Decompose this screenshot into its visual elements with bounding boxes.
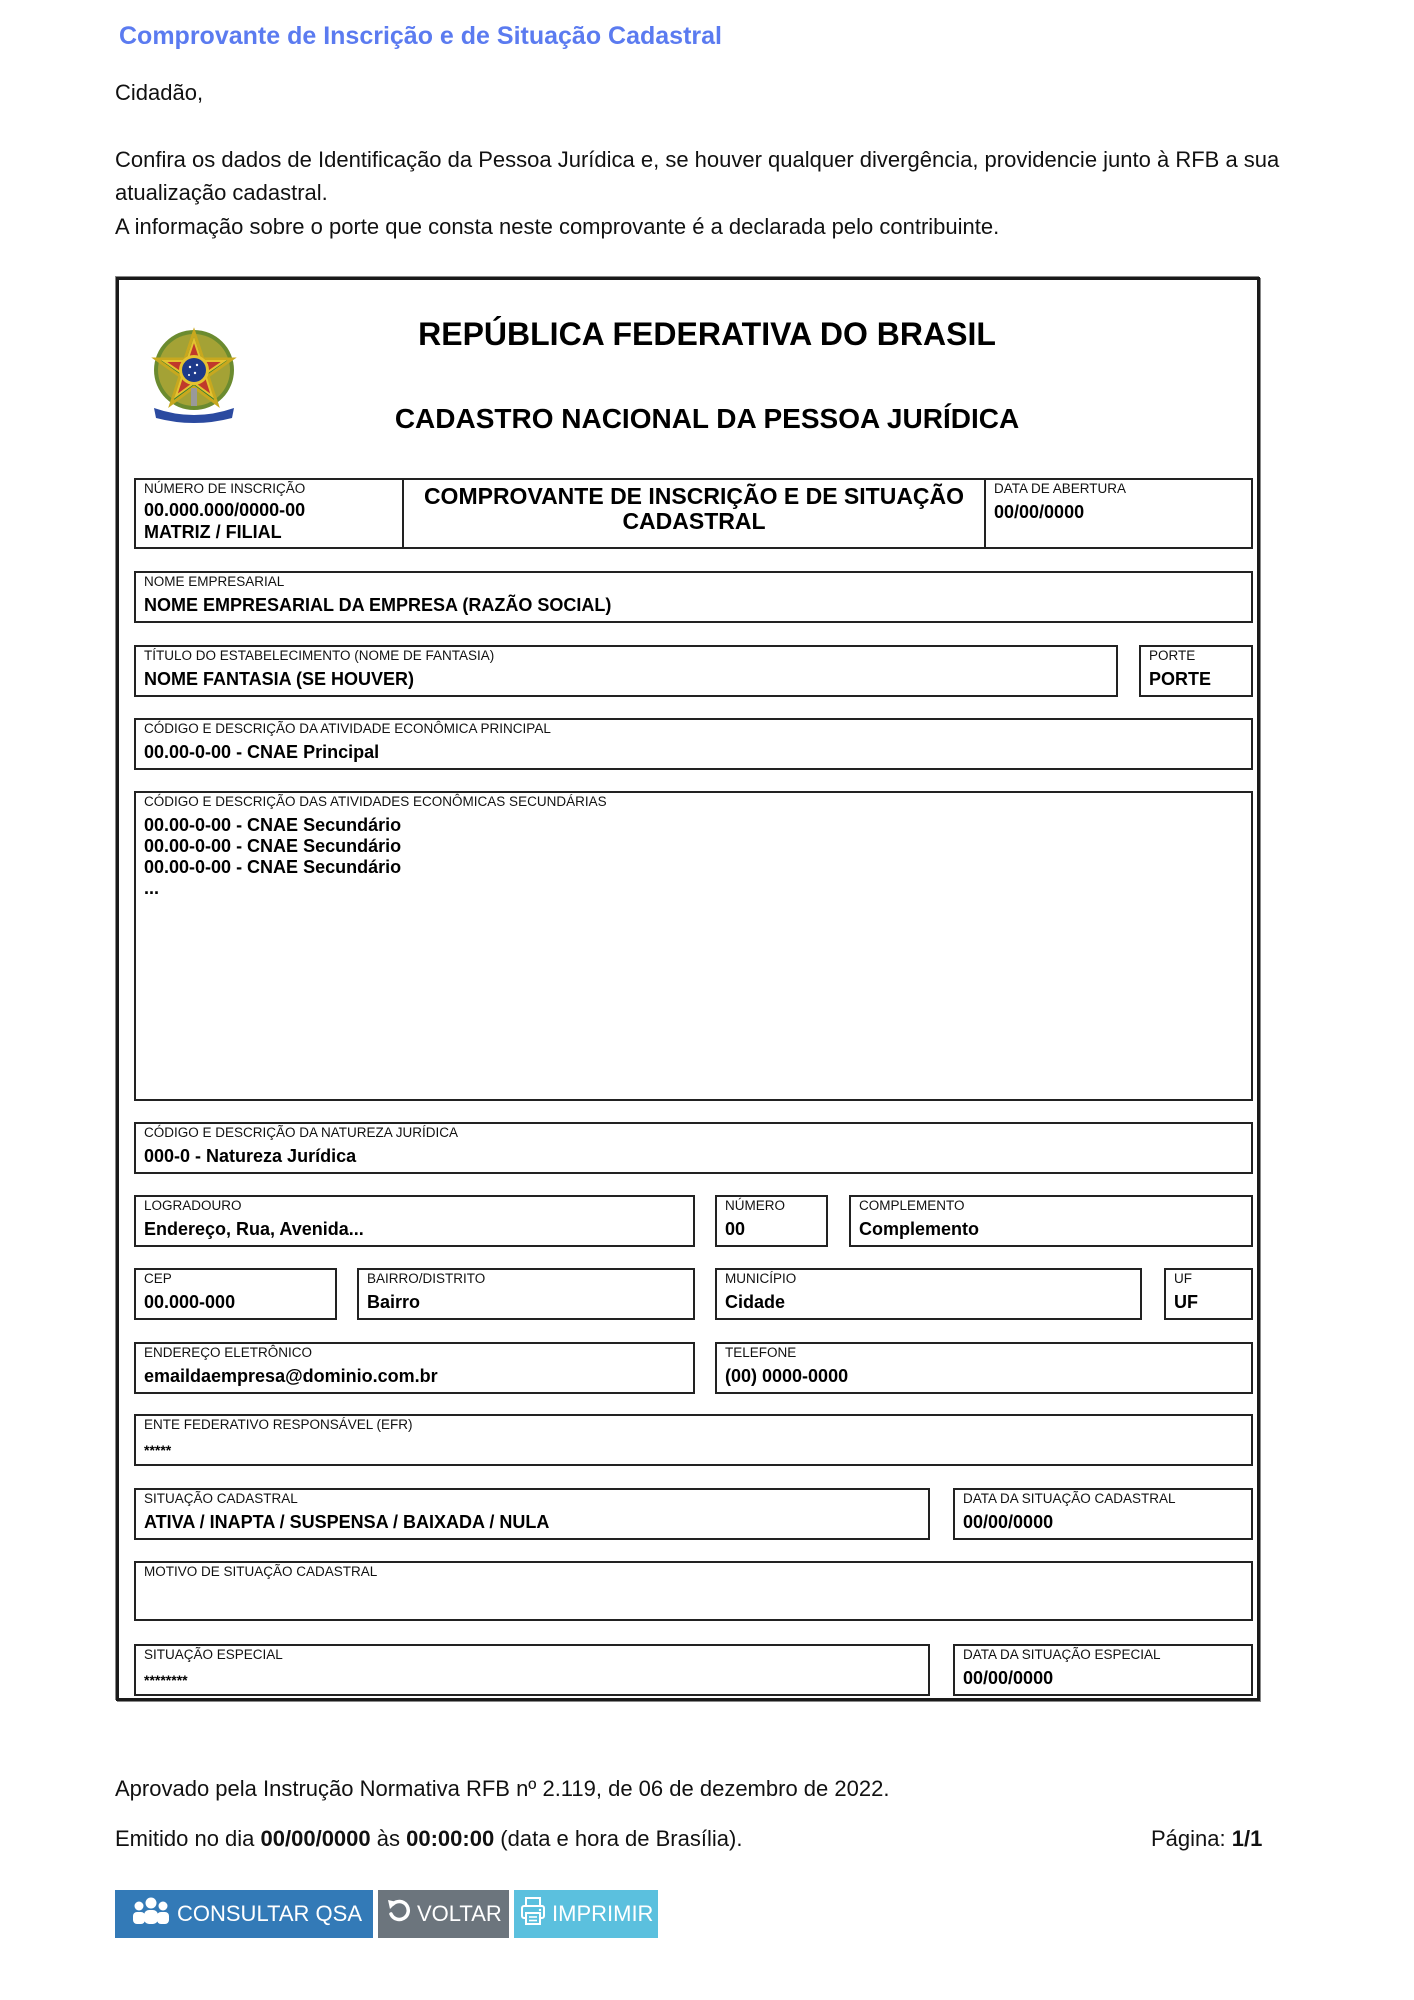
field-cep — [134, 1268, 337, 1320]
field-value: ATIVA / INAPTA / SUSPENSA / BAIXADA / NULA — [144, 1512, 550, 1532]
field-value: emaildaempresa@dominio.com.br — [144, 1366, 438, 1386]
field-municipio — [715, 1268, 1142, 1320]
field-label: COMPLEMENTO — [859, 1198, 965, 1213]
field-label: CÓDIGO E DESCRIÇÃO DA NATUREZA JURÍDICA — [144, 1125, 459, 1140]
field-data-situacao-especial — [953, 1644, 1253, 1696]
page-label: Página: — [1151, 1826, 1232, 1851]
users-icon — [131, 1897, 177, 1931]
field-label: NÚMERO — [725, 1198, 785, 1213]
page-value: 1/1 — [1231, 1826, 1263, 1851]
undo-icon — [387, 1898, 417, 1930]
field-numero-inscricao — [134, 478, 404, 549]
field-bairro — [357, 1268, 695, 1320]
intro-line-2: atualização cadastral. — [115, 180, 328, 205]
emission-info — [115, 1826, 742, 1852]
field-label: LOGRADOURO — [144, 1198, 242, 1213]
field-label: NÚMERO DE INSCRIÇÃO — [144, 481, 306, 496]
field-value: 00/00/0000 — [994, 502, 1085, 522]
comprovante-title-box — [402, 478, 986, 549]
button-label: CONSULTAR QSA — [177, 1901, 362, 1926]
field-label: NOME EMPRESARIAL — [144, 574, 285, 589]
field-label: PORTE — [1149, 648, 1196, 663]
field-label: ENTE FEDERATIVO RESPONSÁVEL (EFR) — [144, 1417, 413, 1432]
field-value: Endereço, Rua, Avenida... — [144, 1219, 364, 1239]
intro-line-1: Confira os dados de Identificação da Pessoa Jurídica e, se houver qualquer divergência, providencie junto à RFB a sua — [115, 147, 1280, 172]
field-value: ******** — [144, 1672, 188, 1688]
button-label: IMPRIMIR — [552, 1901, 654, 1926]
field-label: CEP — [144, 1271, 172, 1286]
field-label: CÓDIGO E DESCRIÇÃO DA ATIVIDADE ECONÔMICA PRINCIPAL — [144, 721, 551, 736]
field-label: TELEFONE — [725, 1345, 797, 1360]
list-item: 00.00-0-00 - CNAE Secundário — [144, 815, 402, 835]
imprimir-button[interactable] — [514, 1890, 658, 1938]
field-label: DATA DA SITUAÇÃO CADASTRAL — [963, 1491, 1176, 1506]
document-title-republica: REPÚBLICA FEDERATIVA DO BRASIL — [418, 316, 996, 352]
comprovante-title: COMPROVANTE DE INSCRIÇÃO E DE SITUAÇÃO CADASTRAL — [423, 483, 965, 534]
field-data-abertura — [984, 478, 1253, 549]
field-porte — [1139, 645, 1253, 697]
field-value: Cidade — [725, 1292, 786, 1312]
page-title: Comprovante de Inscrição e de Situação Cadastral — [119, 22, 722, 50]
field-value: 00.00-0-00 - CNAE Principal — [144, 742, 380, 762]
field-label: SITUAÇÃO ESPECIAL — [144, 1647, 283, 1662]
field-uf — [1164, 1268, 1253, 1320]
field-motivo-situacao — [134, 1561, 1253, 1621]
field-value: UF — [1174, 1292, 1198, 1312]
field-value: 00.000-000 — [144, 1292, 236, 1312]
document-title-cnpj: CADASTRO NACIONAL DA PESSOA JURÍDICA — [394, 403, 1020, 434]
field-numero — [715, 1195, 828, 1247]
field-value: PORTE — [1149, 669, 1212, 689]
consultar-qsa-button[interactable] — [115, 1890, 373, 1938]
field-value: ***** — [144, 1442, 172, 1458]
emission-time: 00:00:00 — [406, 1826, 495, 1851]
emission-suffix: (data e hora de Brasília). — [494, 1826, 743, 1851]
greeting: Cidadão, — [115, 80, 204, 105]
field-label: DATA DE ABERTURA — [994, 481, 1127, 496]
field-nome-empresarial — [134, 571, 1253, 623]
field-value: NOME FANTASIA (SE HOUVER) — [144, 669, 415, 689]
field-label: ENDEREÇO ELETRÔNICO — [144, 1345, 313, 1360]
field-label: SITUAÇÃO CADASTRAL — [144, 1491, 298, 1506]
print-icon — [520, 1896, 552, 1932]
field-label: MUNICÍPIO — [725, 1271, 797, 1286]
field-atividades-secundarias — [134, 791, 1253, 1101]
field-email — [134, 1342, 695, 1394]
field-atividade-principal — [134, 718, 1253, 770]
field-label: MOTIVO DE SITUAÇÃO CADASTRAL — [144, 1564, 378, 1579]
field-situacao-especial — [134, 1644, 930, 1696]
field-telefone — [715, 1342, 1253, 1394]
emission-prefix: Emitido no dia — [115, 1826, 261, 1851]
field-value: 000-0 - Natureza Jurídica — [144, 1146, 357, 1166]
field-value: (00) 0000-0000 — [725, 1366, 849, 1386]
field-value: 00/00/0000 — [963, 1668, 1054, 1688]
field-complemento — [849, 1195, 1253, 1247]
approval-text: Aprovado pela Instrução Normativa RFB nº 2.119, de 06 de dezembro de 2022. — [115, 1776, 890, 1801]
field-value-matriz-filial: MATRIZ / FILIAL — [144, 522, 282, 542]
field-label: BAIRRO/DISTRITO — [367, 1271, 486, 1286]
field-value: NOME EMPRESARIAL DA EMPRESA (RAZÃO SOCIAL) — [144, 595, 612, 615]
field-situacao-cadastral — [134, 1488, 930, 1540]
field-value: Bairro — [367, 1292, 421, 1312]
field-label: DATA DA SITUAÇÃO ESPECIAL — [963, 1647, 1161, 1662]
field-titulo-estabelecimento — [134, 645, 1118, 697]
button-label: VOLTAR — [417, 1901, 502, 1926]
field-value-cnpj: 00.000.000/0000-00 — [144, 500, 306, 520]
field-value: 00 — [725, 1219, 746, 1239]
emission-mid: às — [370, 1826, 407, 1851]
field-natureza-juridica — [134, 1122, 1253, 1174]
field-data-situacao-cadastral — [953, 1488, 1253, 1540]
page-indicator — [1151, 1826, 1262, 1852]
field-efr — [134, 1414, 1253, 1466]
list-item: 00.00-0-00 - CNAE Secundário — [144, 836, 402, 856]
emission-date: 00/00/0000 — [260, 1826, 371, 1851]
field-label: TÍTULO DO ESTABELECIMENTO (NOME DE FANTASIA) — [144, 648, 495, 663]
field-value: 00/00/0000 — [963, 1512, 1054, 1532]
intro-line-3: A informação sobre o porte que consta neste comprovante é a declarada pelo contribuinte. — [115, 214, 1000, 239]
list-item: 00.00-0-00 - CNAE Secundário — [144, 857, 402, 877]
list-item: ... — [144, 878, 160, 898]
field-logradouro — [134, 1195, 695, 1247]
field-label: UF — [1174, 1271, 1192, 1286]
field-label: CÓDIGO E DESCRIÇÃO DAS ATIVIDADES ECONÔMICAS SECUNDÁRIAS — [144, 794, 607, 809]
field-value: Complemento — [859, 1219, 980, 1239]
voltar-button[interactable] — [378, 1890, 509, 1938]
